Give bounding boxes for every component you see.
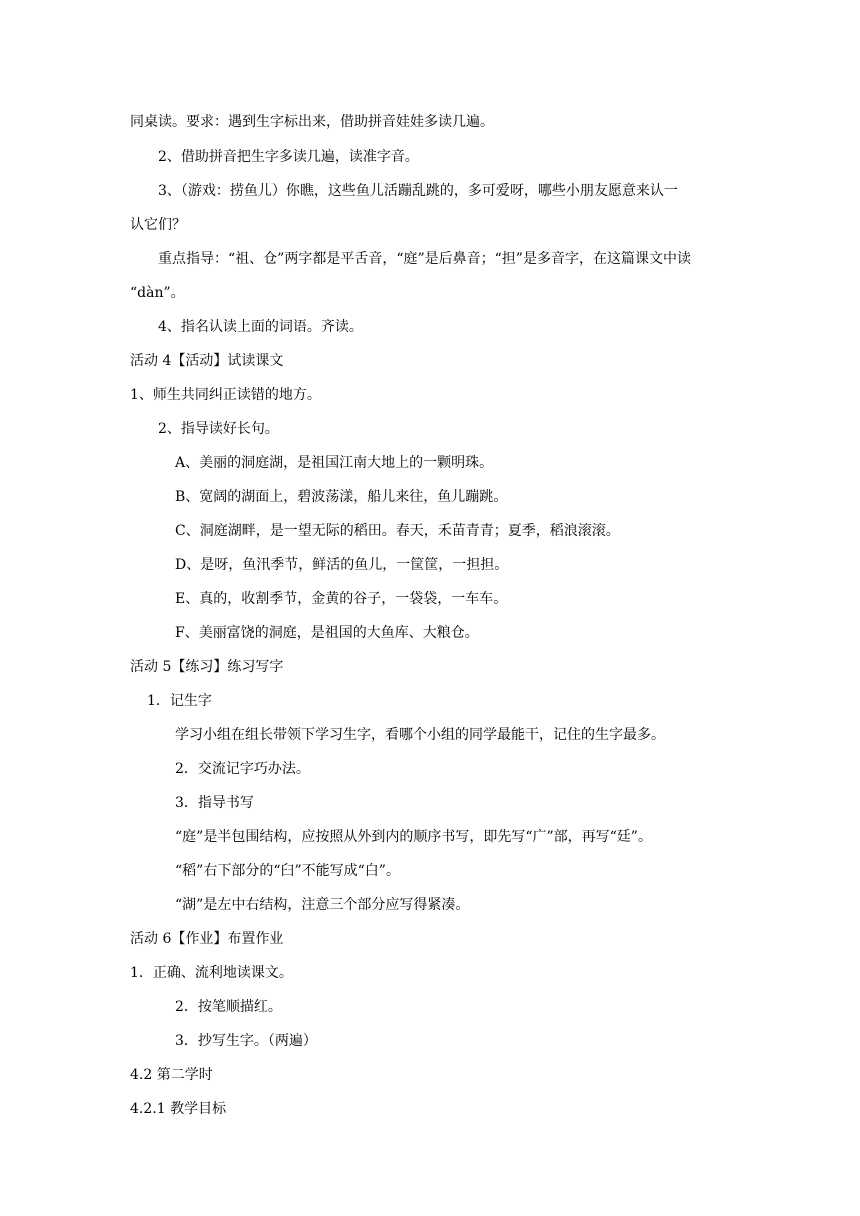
paragraph-line: 认它们？ [130,217,186,233]
section-heading: 活动 4【活动】试读课文 [130,353,284,369]
paragraph-line: “庭”是半包围结构，应按照从外到内的顺序书写，即先写“广”部，再写“廷”。 [175,829,652,845]
paragraph-line: 1．记生字 [147,693,212,709]
paragraph-line: “dàn”。 [130,285,185,301]
paragraph-line: 1、师生共同纠正读错的地方。 [130,387,321,403]
section-heading: 4.2.1 教学目标 [130,1101,227,1117]
list-item: A、美丽的洞庭湖，是祖国江南大地上的一颗明珠。 [175,455,494,471]
paragraph-line: 3．指导书写 [175,795,254,811]
list-item: D、是呀，鱼汛季节，鲜活的鱼儿，一筐筐，一担担。 [175,557,509,573]
paragraph-line: 3．抄写生字。（两遍） [175,1033,317,1049]
section-heading: 活动 6【作业】布置作业 [130,931,284,947]
paragraph-line: 2、指导读好长句。 [158,421,279,437]
paragraph-line: 3、（游戏：捞鱼儿）你瞧，这些鱼儿活蹦乱跳的，多可爱呀，哪些小朋友愿意来认一 [158,183,678,199]
list-item: E、真的，收割季节，金黄的谷子，一袋袋，一车车。 [175,591,508,607]
paragraph-line: “湖”是左中右结构，注意三个部分应写得紧凑。 [175,897,470,913]
section-heading: 4.2 第二学时 [130,1067,213,1083]
list-item: F、美丽富饶的洞庭，是祖国的大鱼库、大粮仓。 [175,625,479,641]
paragraph-line: 重点指导：“祖、仓”两字都是平舌音，“庭”是后鼻音；“担”是多音字，在这篇课文中读 [158,251,691,267]
paragraph-line: “稻”右下部分的“臼”不能写成“白”。 [175,863,400,879]
paragraph-line: 2、借助拼音把生字多读几遍，读准字音。 [158,149,419,165]
paragraph-line: 学习小组在组长带领下学习生字，看哪个小组的同学最能干，记住的生字最多。 [175,727,665,743]
paragraph-line: 1．正确、流利地读课文。 [130,965,293,981]
section-heading: 活动 5【练习】练习写字 [130,659,284,675]
paragraph-line: 同桌读。要求：遇到生字标出来，借助拼音娃娃多读几遍。 [130,114,494,130]
paragraph-line: 2．按笔顺描红。 [175,999,282,1015]
paragraph-line: 2．交流记字巧办法。 [175,761,310,777]
paragraph-line: 4、指名认读上面的词语。齐读。 [158,319,363,335]
list-item: B、宽阔的湖面上，碧波荡漾，船儿来往，鱼儿蹦跳。 [175,489,508,505]
list-item: C、洞庭湖畔，是一望无际的稻田。春天，禾苗青青；夏季，稻浪滚滚。 [175,523,620,539]
